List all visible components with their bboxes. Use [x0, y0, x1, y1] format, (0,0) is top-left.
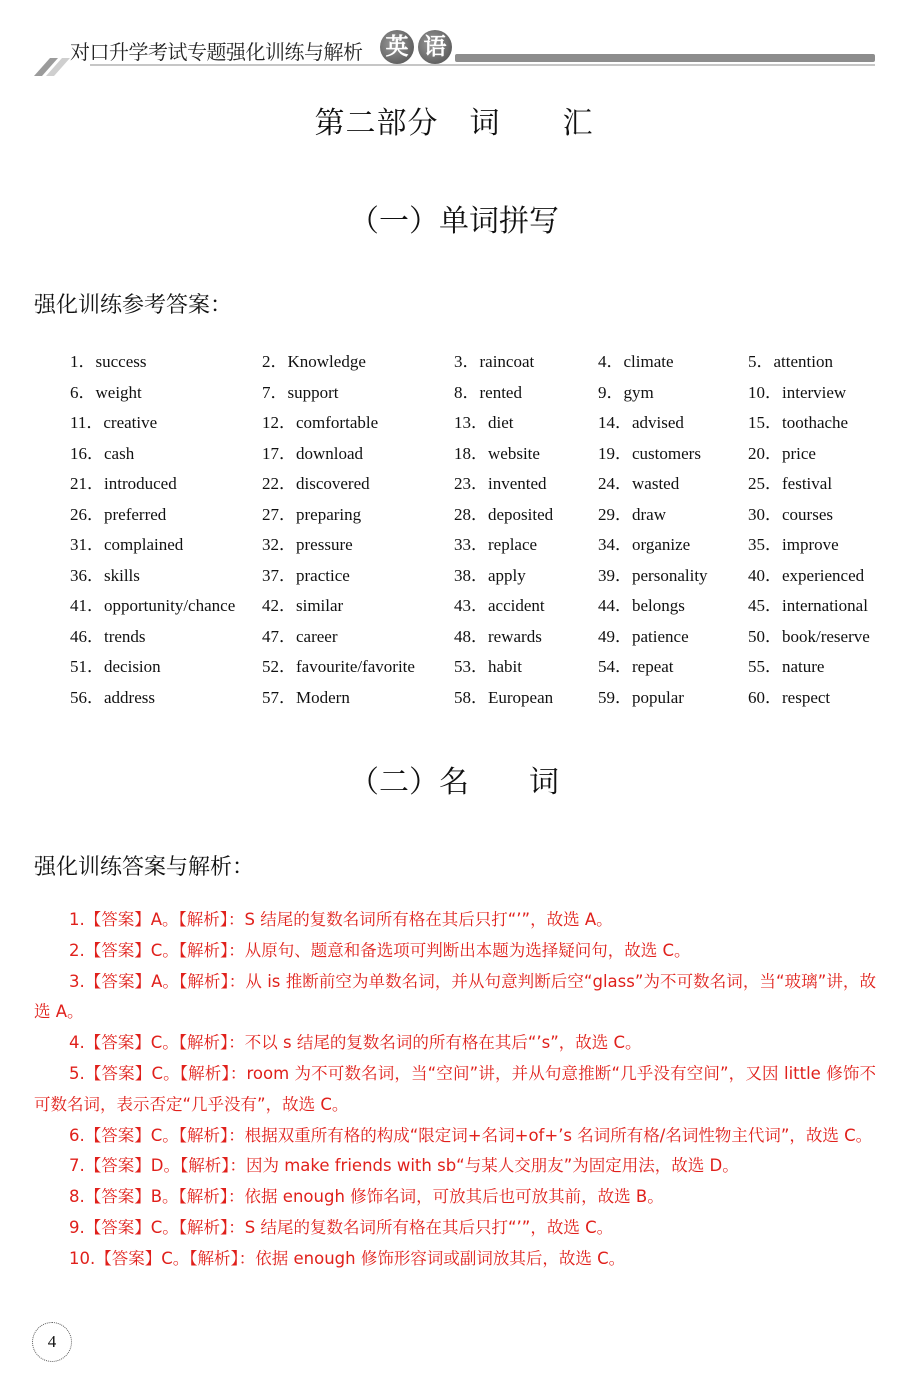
- section-title-nouns: （二）名 词: [349, 765, 559, 800]
- answer-item: 57．Modern: [262, 687, 350, 707]
- answer-item: 4．climate: [598, 352, 674, 371]
- answer-item: 41．opportunity/chance: [70, 596, 236, 615]
- answer-item: 36．skills: [70, 565, 140, 585]
- answers-heading: 强化训练参考答案：: [34, 293, 233, 318]
- subject-char-2: 语: [418, 30, 452, 64]
- analysis-item: 2.【答案】C。【解析】：从原句、题意和备选项可判断出本题为选择疑问句，故选 C。: [69, 940, 691, 960]
- page-header: [0, 0, 908, 80]
- answer-item: 8．rented: [454, 382, 522, 402]
- answer-item: 6．weight: [70, 382, 142, 402]
- answer-row: [70, 469, 890, 500]
- answer-item: 27．preparing: [262, 504, 362, 524]
- answer-item: 33．replace: [454, 535, 538, 554]
- answer-item: 25．festival: [748, 474, 833, 493]
- answer-item: 5．attention: [748, 352, 833, 371]
- answer-item: 44．belongs: [598, 596, 685, 615]
- answer-item: 20．price: [748, 443, 816, 463]
- answer-item: 37．practice: [262, 565, 350, 585]
- answer-row: [70, 500, 890, 531]
- answer-grid: [70, 347, 890, 713]
- analysis-item: 9.【答案】C。【解析】：S 结尾的复数名词所有格在其后只打“’”，故选 C。: [69, 1217, 614, 1237]
- analysis-item: 8.【答案】B。【解析】：依据 enough 修饰名词，可放其后也可放其前，故选 B。: [69, 1187, 664, 1207]
- answer-row: [70, 347, 890, 378]
- book-title: 对口升学考试专题强化训练与解析: [70, 40, 363, 64]
- answer-item: 14．advised: [598, 413, 684, 432]
- answer-item: 19．customers: [598, 443, 701, 463]
- answer-item: 12．comfortable: [262, 413, 379, 432]
- answer-item: 32．pressure: [262, 535, 353, 554]
- answer-item: 30．courses: [748, 504, 833, 524]
- answer-item: 47．career: [262, 626, 338, 646]
- answer-item: 49．patience: [598, 626, 689, 646]
- answer-row: [70, 561, 890, 592]
- answer-item: 16．cash: [70, 443, 135, 463]
- answer-row: [70, 652, 890, 683]
- section-title-spelling: （一）单词拼写: [349, 204, 559, 239]
- answer-item: 18．website: [454, 443, 540, 463]
- analysis-heading: 强化训练答案与解析：: [34, 855, 255, 880]
- answer-item: 17．download: [262, 443, 364, 463]
- part-title: 第二部分 词 汇: [314, 106, 594, 141]
- answer-item: 59．popular: [598, 687, 684, 707]
- analysis-item: 10.【答案】C。【解析】：依据 enough 修饰形容词或副词放其后，故选 C。: [69, 1248, 626, 1268]
- answer-item: 40．experienced: [748, 565, 865, 585]
- answer-item: 56．address: [70, 687, 155, 707]
- answer-item: 35．improve: [748, 535, 839, 554]
- answer-item: 31．complained: [70, 535, 184, 554]
- answer-item: 39．personality: [598, 565, 708, 585]
- answer-item: 42．similar: [262, 596, 344, 615]
- answer-item: 9．gym: [598, 382, 654, 402]
- answer-row: [70, 622, 890, 653]
- answer-item: 46．trends: [70, 626, 146, 646]
- analysis-item: 5.【答案】C。【解析】：room 为不可数名词，当“空间”讲，并从句意推断“几乎没有空间”，又因 little 修饰不可数名词，表示否定“几乎没有”，故选 C。: [34, 1063, 876, 1114]
- answer-item: 54．repeat: [598, 657, 674, 676]
- answer-item: 43．accident: [454, 596, 545, 615]
- answer-item: 38．apply: [454, 565, 526, 585]
- answer-item: 55．nature: [748, 657, 825, 676]
- analysis-list: [34, 905, 876, 1275]
- answer-item: 51．decision: [70, 657, 161, 676]
- answer-item: 26．preferred: [70, 504, 167, 524]
- header-rule-thin: [90, 64, 875, 66]
- answer-row: [70, 439, 890, 470]
- answer-item: 23．invented: [454, 474, 547, 493]
- answer-row: [70, 408, 890, 439]
- answer-item: 13．diet: [454, 413, 514, 432]
- answer-item: 52．favourite/favorite: [262, 657, 415, 676]
- answer-row: [70, 378, 890, 409]
- answer-item: 15．toothache: [748, 413, 849, 432]
- analysis-item: 6.【答案】C。【解析】：根据双重所有格的构成“限定词+名词+of+’s 名词所有格/名词性物主代词”，故选 C。: [69, 1125, 873, 1145]
- answer-item: 48．rewards: [454, 626, 542, 646]
- book-swoosh-icon: [32, 52, 72, 78]
- header-rule: [455, 54, 875, 62]
- answer-item: 22．discovered: [262, 474, 370, 493]
- analysis-item: 1.【答案】A。【解析】：S 结尾的复数名词所有格在其后只打“’”，故选 A。: [69, 910, 613, 929]
- answer-item: 10．interview: [748, 382, 847, 402]
- answer-item: 50．book/reserve: [748, 626, 870, 646]
- analysis-item: 7.【答案】D。【解析】：因为 make friends with sb“与某人交朋友”为固定用法，故选 D。: [69, 1156, 739, 1176]
- answer-item: 3．raincoat: [454, 352, 535, 371]
- answer-row: [70, 530, 890, 561]
- answer-item: 28．deposited: [454, 504, 554, 524]
- answer-item: 29．draw: [598, 504, 666, 524]
- answer-item: 1．success: [70, 352, 147, 371]
- answer-item: 45．international: [748, 596, 868, 615]
- subject-char-1: 英: [380, 30, 414, 64]
- answer-row: [70, 591, 890, 622]
- answer-item: 34．organize: [598, 535, 691, 554]
- page-number: 4: [32, 1322, 72, 1362]
- analysis-item: 3.【答案】A。【解析】：从 is 推断前空为单数名词，并从句意判断后空“glass”为不可数名词，当“玻璃”讲，故选 A。: [34, 971, 876, 1022]
- analysis-item: 4.【答案】C。【解析】：不以 s 结尾的复数名词的所有格在其后“’s”，故选 C。: [69, 1033, 642, 1053]
- answer-item: 21．introduced: [70, 474, 177, 493]
- answer-item: 53．habit: [454, 657, 522, 676]
- answer-item: 11．creative: [70, 413, 158, 432]
- answer-item: 58．European: [454, 687, 554, 707]
- answer-item: 2．Knowledge: [262, 352, 366, 371]
- answer-row: [70, 683, 890, 714]
- answer-item: 60．respect: [748, 687, 831, 707]
- answer-item: 24．wasted: [598, 474, 680, 493]
- answer-item: 7．support: [262, 382, 339, 402]
